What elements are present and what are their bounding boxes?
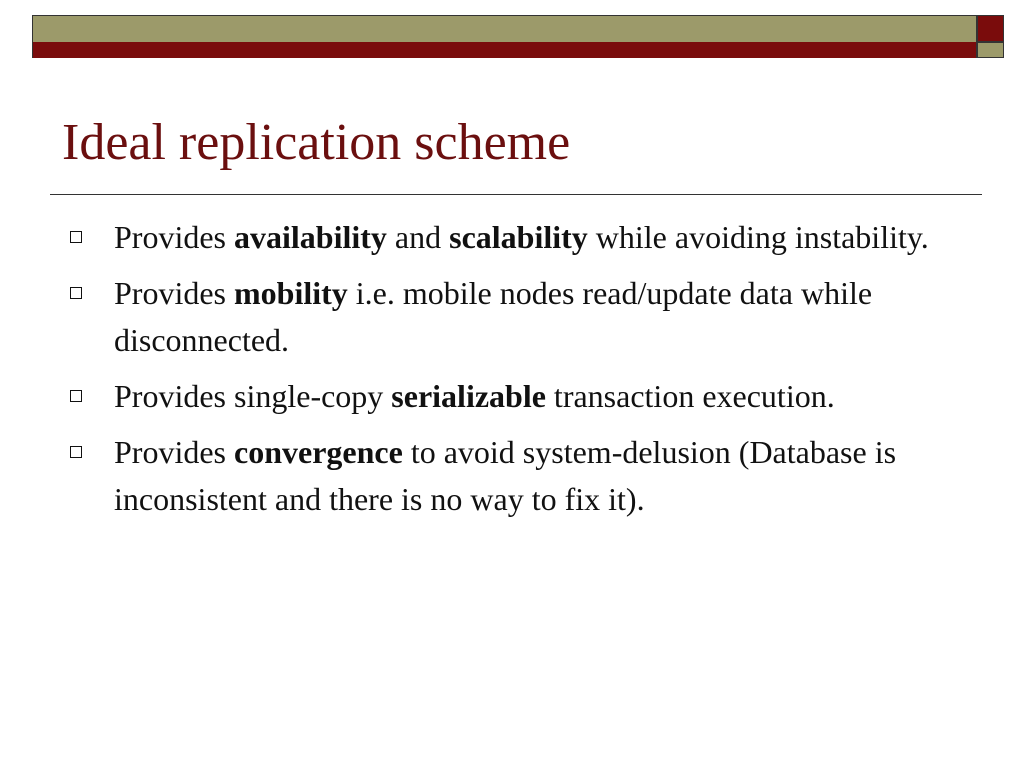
bullet-item-serializable xyxy=(62,373,972,420)
title-divider xyxy=(50,194,982,195)
header-maroon-stripe xyxy=(33,42,976,58)
bullet-text-pre: Provides xyxy=(114,219,234,255)
bullet-text-pre: Provides xyxy=(114,434,234,470)
hollow-square-bullet-icon xyxy=(70,390,82,402)
bullet-text-post: i.e. mobile nodes read/update data while disconnected. xyxy=(114,275,873,358)
bullet-keyword: convergence xyxy=(234,434,403,470)
corner-maroon-block xyxy=(977,15,1004,42)
bullet-keyword: mobility xyxy=(234,275,348,311)
bullet-text-pre: Provides xyxy=(114,275,234,311)
bullet-text-mid: and xyxy=(386,219,450,255)
bullet-text-post: transaction execution. xyxy=(545,378,835,414)
bullet-text-post: to avoid system-delusion (Database is inconsistent and there is no way to fix it). xyxy=(114,434,897,517)
bullet-item-availability xyxy=(62,214,972,261)
header-olive-stripe xyxy=(33,16,976,42)
bullet-keyword: serializable xyxy=(391,378,546,414)
hollow-square-bullet-icon xyxy=(70,231,82,243)
bullet-text-pre: Provides single-copy xyxy=(114,378,392,414)
bullet-keyword: scalability xyxy=(449,219,588,255)
slide-title: Ideal replication scheme xyxy=(62,114,571,171)
bullet-item-mobility xyxy=(62,270,972,364)
bullet-list xyxy=(62,214,972,532)
bullet-item-convergence xyxy=(62,429,972,523)
hollow-square-bullet-icon xyxy=(70,446,82,458)
bullet-keyword: availability xyxy=(234,219,387,255)
bullet-text-post: while avoiding instability. xyxy=(587,219,929,255)
header-decor-band xyxy=(32,15,977,58)
corner-olive-block xyxy=(977,42,1004,58)
hollow-square-bullet-icon xyxy=(70,287,82,299)
